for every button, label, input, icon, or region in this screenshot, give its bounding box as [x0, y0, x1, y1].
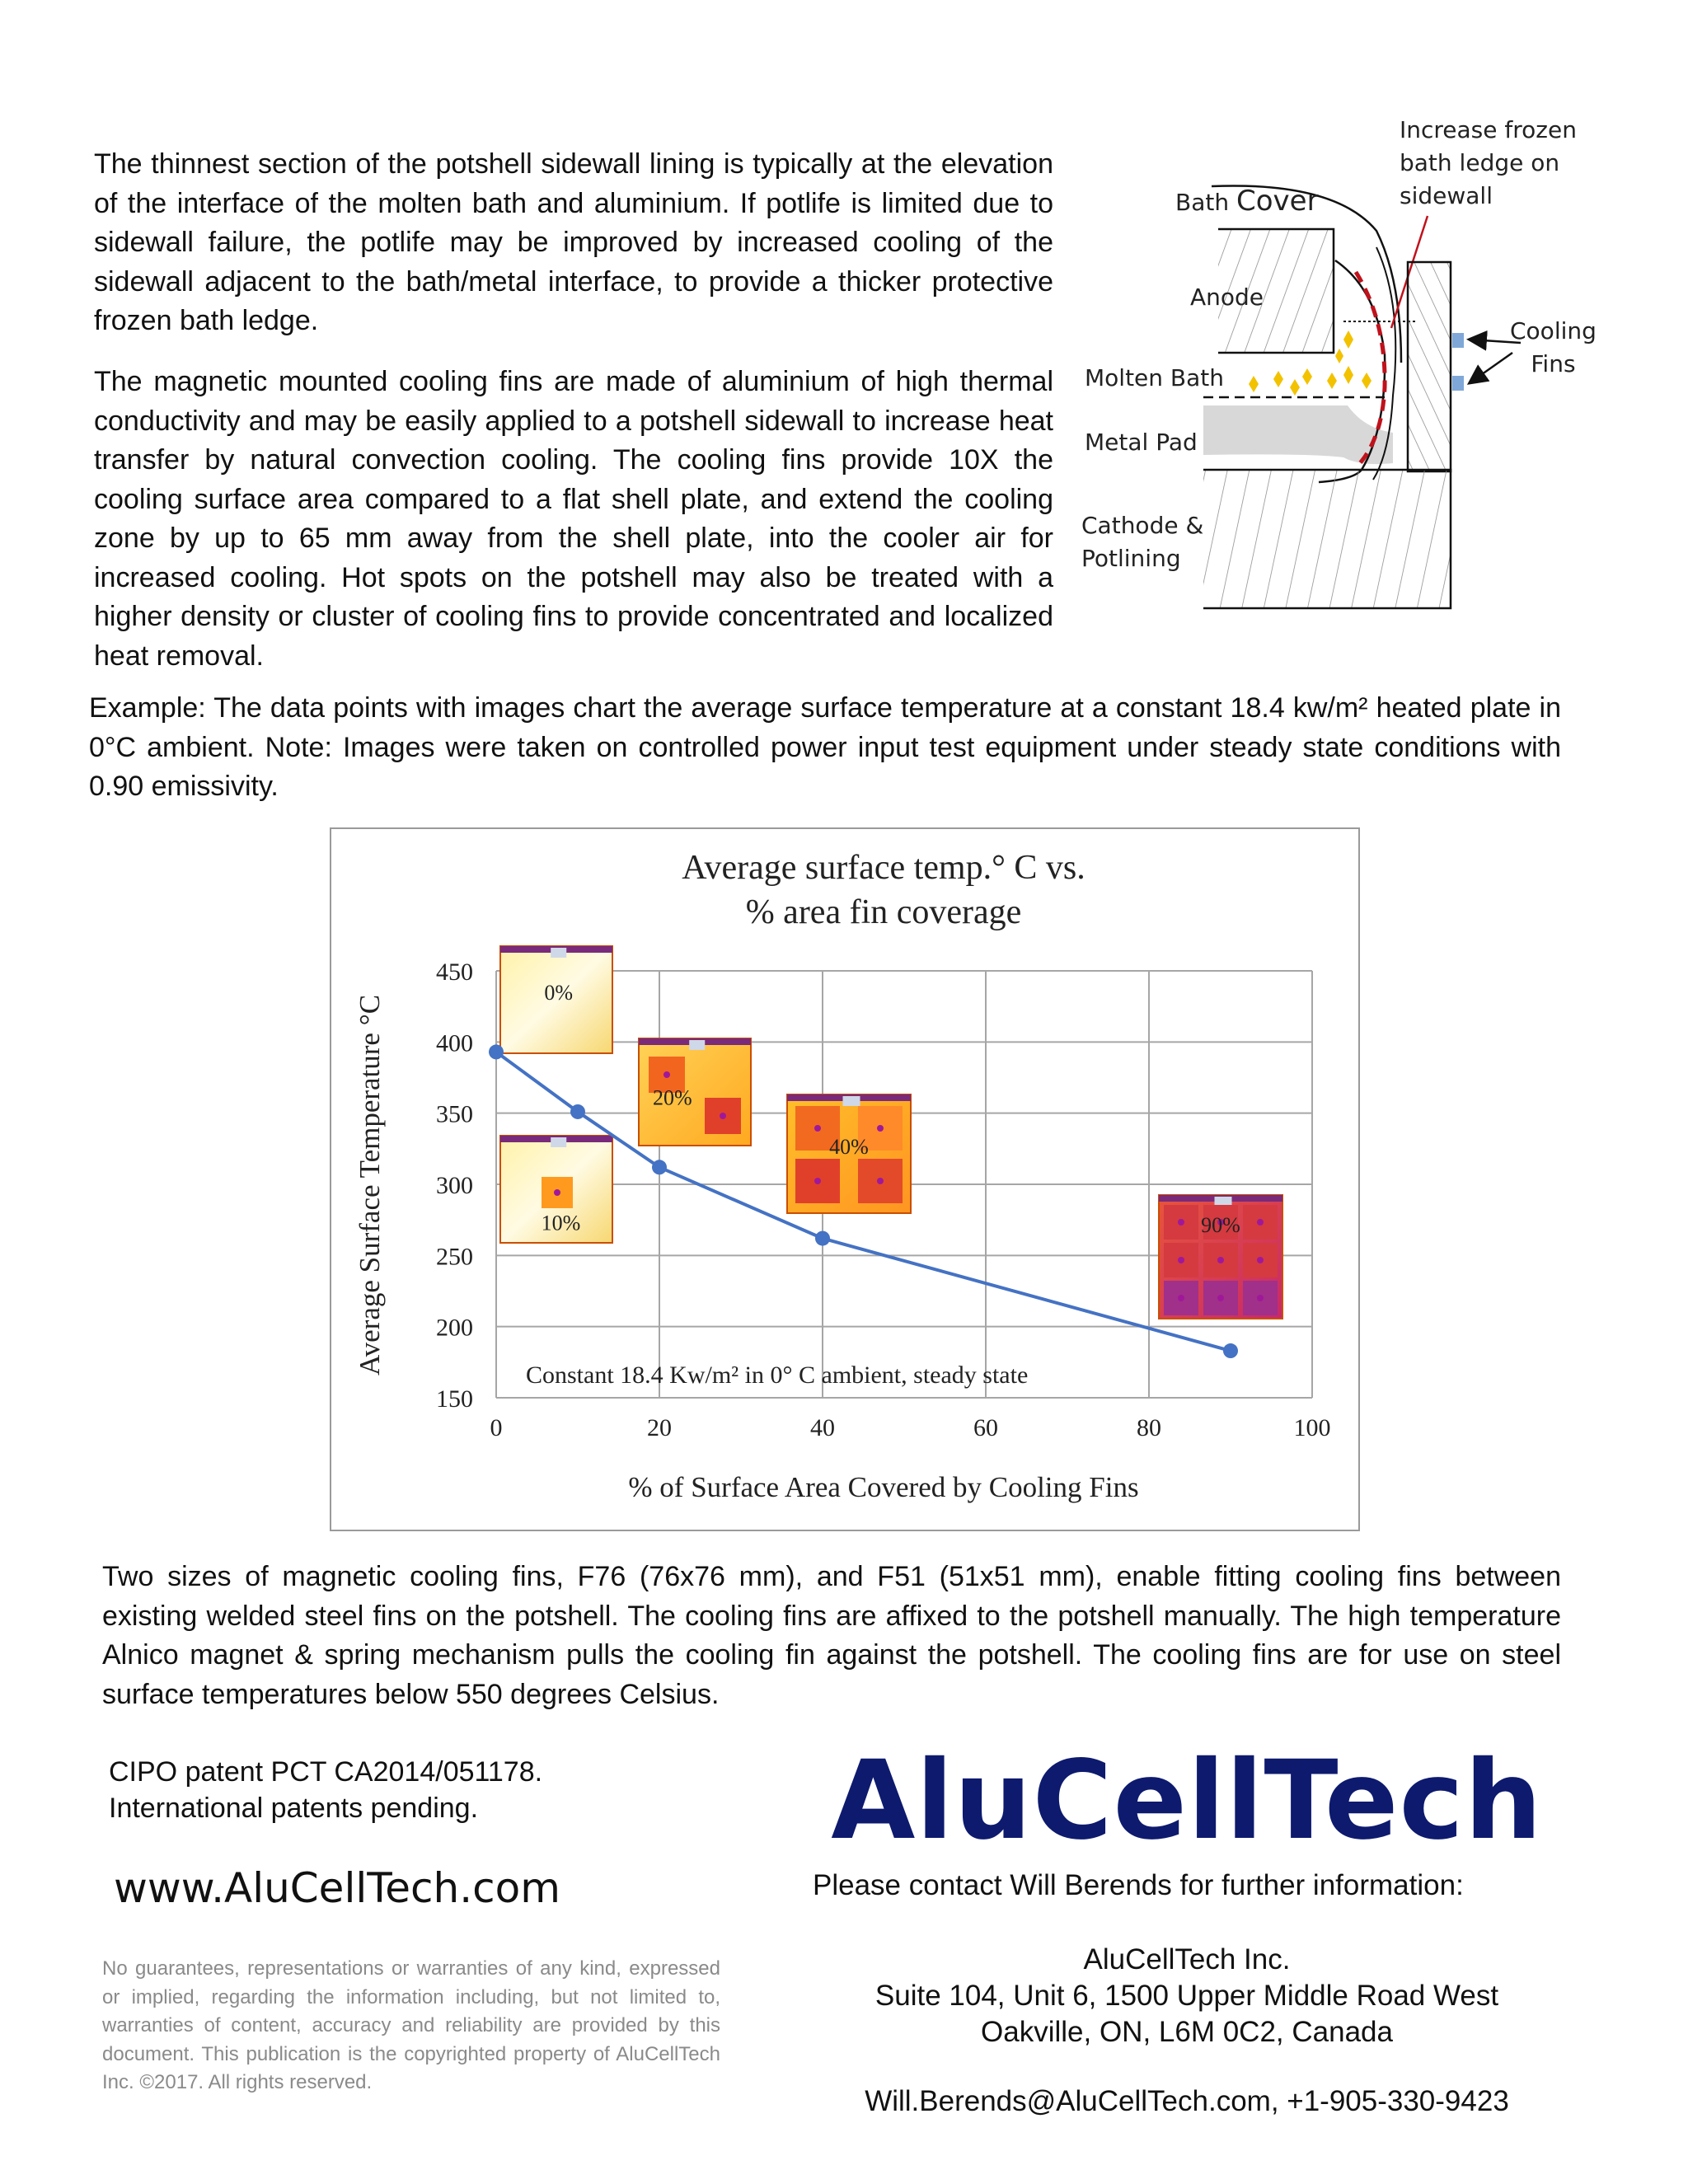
thermal-fin-dot — [554, 1189, 560, 1196]
y-tick-label: 150 — [436, 1385, 473, 1413]
company-name: AluCellTech Inc. — [1083, 1943, 1291, 1975]
data-point — [652, 1160, 667, 1174]
anode-label: Anode — [1190, 284, 1264, 311]
thermal-fin-dot — [1178, 1257, 1184, 1263]
thermal-fin-dot — [1257, 1257, 1264, 1263]
y-tick-label: 300 — [436, 1172, 473, 1199]
address-line-1: Suite 104, Unit 6, 1500 Upper Middle Road West — [874, 1980, 1499, 2012]
company-address — [824, 1942, 1550, 2050]
sidewall-block — [1408, 262, 1451, 471]
thermal-image — [500, 946, 612, 1053]
thermal-fin-dot — [663, 1071, 670, 1078]
thermal-image-label: 90% — [1201, 1213, 1240, 1237]
cathode-block — [1203, 470, 1451, 608]
thermal-image — [500, 1136, 612, 1243]
y-tick-label: 450 — [436, 958, 473, 986]
cooling-fins-shape — [1452, 333, 1464, 391]
thermal-image-label: 40% — [829, 1135, 869, 1159]
chart-title-line-2: % area fin coverage — [745, 893, 1022, 931]
x-tick-label: 40 — [810, 1414, 835, 1441]
bath-cover-label: Bath Cover — [1175, 185, 1319, 218]
thermal-image-label: 0% — [544, 981, 574, 1005]
thermal-fin-dot — [1217, 1295, 1224, 1301]
data-point — [570, 1104, 585, 1119]
x-tick-label: 0 — [490, 1414, 503, 1441]
metal-pad-label: Metal Pad — [1085, 429, 1198, 456]
thermal-image-label: 10% — [541, 1211, 581, 1235]
x-tick-label: 100 — [1293, 1414, 1331, 1441]
callout-label: Increase frozen bath ledge on sidewall — [1400, 116, 1577, 209]
thermal-image-tag — [551, 948, 566, 958]
y-tick-label: 400 — [436, 1029, 473, 1057]
data-point — [815, 1231, 830, 1246]
thermal-fin-dot — [720, 1113, 726, 1119]
thermal-image-tag — [551, 1137, 566, 1147]
address-line-2: Oakville, ON, L6M 0C2, Canada — [981, 2016, 1393, 2048]
thermal-image — [787, 1094, 911, 1213]
company-logo: AluCellTech — [831, 1737, 1543, 1864]
disclaimer-text: No guarantees, representations or warranties of any kind, expressed or implied, regarding the information including, but not limited to, warranties of content, accuracy and reliability are provided by this document. This publication is the copyrighted property of AluCellTech Inc. ©2017. All rights reserved. — [102, 1957, 720, 2093]
contact-line: Please contact Will Berends for further information: — [813, 1869, 1464, 1901]
chart-x-axis-label: % of Surface Area Covered by Cooling Fins — [628, 1471, 1139, 1503]
thermal-fin-dot — [1257, 1219, 1264, 1226]
website-link[interactable]: www.AluCellTech.com — [114, 1864, 560, 1912]
patent-line-1: CIPO patent PCT CA2014/051178. — [109, 1756, 543, 1788]
thermal-image — [639, 1038, 751, 1146]
sizes-paragraph: Two sizes of magnetic cooling fins, F76 (76x76 mm), and F51 (51x51 mm), enable fitting cooling fins between existing welded steel fins on the potshell. The cooling fins are affixed to the potshell manually. The high temperature Alnico magnet & spring mechanism pulls the cooling fin against the potshell. The cooling fins are for use on steel surface temperatures below 550 degrees Celsius. — [102, 1561, 1561, 1710]
chart-title-line-1: Average surface temp.° C vs. — [682, 849, 1085, 887]
patent-line-2: International patents pending. — [109, 1793, 479, 1824]
thermal-image — [1159, 1195, 1282, 1319]
thermal-fin-dot — [877, 1178, 884, 1184]
thermal-fin-dot — [814, 1178, 821, 1184]
thermal-fin-dot — [1257, 1295, 1264, 1301]
thermal-fin-dot — [1178, 1295, 1184, 1301]
thermal-image-tag — [689, 1040, 705, 1050]
potshell-diagram — [1063, 107, 1640, 626]
chart-frame — [330, 827, 1360, 1531]
temperature-chart — [331, 829, 1358, 1530]
chart-y-axis-label: Average Surface Temperature °C — [354, 994, 386, 1376]
x-tick-label: 20 — [647, 1414, 672, 1441]
thermal-image-label: 20% — [652, 1085, 692, 1110]
data-point — [489, 1044, 504, 1059]
cooling-fins-label: Cooling Fins — [1510, 317, 1597, 377]
molten-bath-label: Molten Bath — [1085, 364, 1225, 391]
thermal-fin-dot — [814, 1125, 821, 1132]
patent-notice — [109, 1754, 542, 1826]
x-tick-label: 60 — [973, 1414, 998, 1441]
thermal-image-tag — [843, 1096, 860, 1106]
thermal-fin-dot — [877, 1125, 884, 1132]
intro-paragraph-1: The thinnest section of the potshell sidewall lining is typically at the elevation of the interface of the molten bath and aluminium. If potlife is limited due to sidewall failure, the potlife may be improved by increased cooling of the sidewall adjacent to the bath/metal interface, to provide a thicker protective frozen bath ledge. — [94, 148, 1053, 336]
x-tick-label: 80 — [1137, 1414, 1161, 1441]
thermal-fin-dot — [1178, 1219, 1184, 1226]
email-phone-link[interactable]: Will.Berends@AluCellTech.com, +1-905-330-9423 — [865, 2085, 1509, 2117]
thermal-fin-dot — [1217, 1257, 1224, 1263]
y-tick-label: 200 — [436, 1314, 473, 1342]
y-tick-label: 350 — [436, 1100, 473, 1128]
cathode-label: Cathode & Potlining — [1081, 512, 1204, 572]
data-point — [1223, 1343, 1238, 1358]
intro-paragraph-2: The magnetic mounted cooling fins are made of aluminium of high thermal conductivity and may be easily applied to a potshell sidewall to increase heat transfer by natural convection cooling. The cooling fins provide 10X the cooling surface area compared to a flat shell plate, and extend the cooling zone by up to 65 mm away from the shell plate, into the cooler air for increased cooling. Hot spots on the potshell may also be treated with a higher density or cluster of cooling fins to provide concentrated and localized heat removal. — [94, 366, 1053, 672]
y-tick-label: 250 — [436, 1243, 473, 1271]
chart-annotation: Constant 18.4 Kw/m² in 0° C ambient, steady state — [526, 1361, 1029, 1389]
example-paragraph: Example: The data points with images chart the average surface temperature at a constant 18.4 kw/m² heated plate in 0°C ambient. Note: Images were taken on controlled power input test equipment under steady state conditions with 0.90 emissivity. — [89, 692, 1561, 802]
thermal-images — [500, 946, 1282, 1319]
